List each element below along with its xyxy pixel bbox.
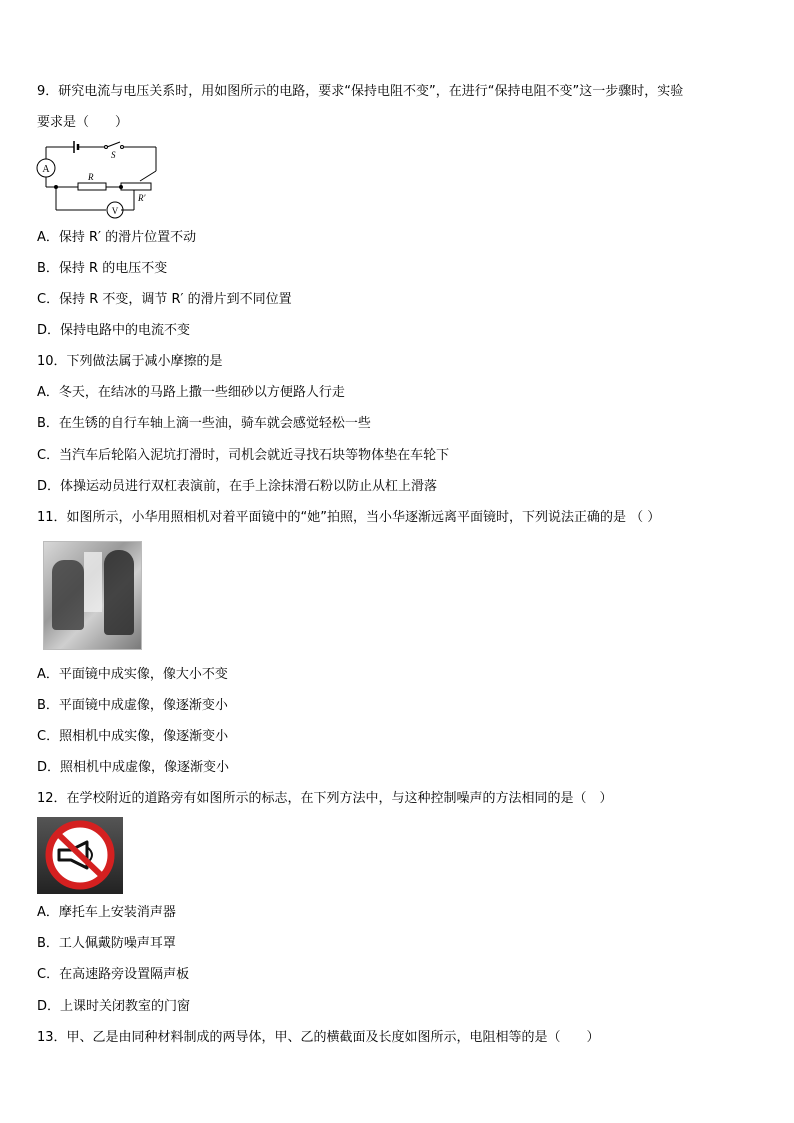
q10-stem: 10．下列做法属于减小摩擦的是: [37, 354, 223, 369]
q12-option-d: D．上课时关闭教室的门窗: [37, 999, 191, 1014]
q9-option-a: A．保持 R′ 的滑片位置不动: [37, 230, 197, 245]
q11-option-a: A．平面镜中成实像，像大小不变: [37, 667, 228, 682]
q9-option-d: D．保持电路中的电流不变: [37, 323, 191, 338]
q11-option-d: D．照相机中成虚像，像逐渐变小: [37, 760, 230, 775]
no-horn-sign: [37, 817, 123, 894]
resistor-label: R: [88, 172, 94, 182]
q9-circuit-diagram: [36, 139, 162, 221]
q10-option-c: C．当汽车后轮陷入泥坑打滑时，司机会就近寻找石块等物体垫在车轮下: [37, 448, 450, 463]
q10-option-a: A．冬天，在结冰的马路上撒一些细砂以方便路人行走: [37, 385, 345, 400]
mirror-photo: [43, 541, 142, 650]
q12-option-a: A．摩托车上安装消声器: [37, 905, 176, 920]
q9-option-b: B．保持 R 的电压不变: [37, 261, 168, 276]
q10-option-d: D．体操运动员进行双杠表演前，在手上涂抹滑石粉以防止从杠上滑落: [37, 479, 438, 494]
q12-option-b: B．工人佩戴防噪声耳罩: [37, 936, 176, 951]
q11-option-c: C．照相机中成实像，像逐渐变小: [37, 729, 229, 744]
q9-option-c: C．保持 R 不变，调节 R′ 的滑片到不同位置: [37, 292, 292, 307]
voltmeter-label: V: [111, 206, 119, 216]
q13-stem: 13．甲、乙是由同种材料制成的两导体，甲、乙的横截面及长度如图所示，电阻相等的是（ ）: [37, 1030, 600, 1045]
q12-stem: 12．在学校附近的道路旁有如图所示的标志，在下列方法中，与这种控制噪声的方法相同的是（ ）: [37, 791, 613, 806]
q12-option-c: C．在高速路旁设置隔声板: [37, 967, 190, 982]
q10-option-b: B．在生锈的自行车轴上滴一些油，骑车就会感觉轻松一些: [37, 416, 371, 431]
ammeter-label: A: [42, 164, 50, 175]
switch-label: S: [111, 150, 116, 160]
q11-stem: 11．如图所示，小华用照相机对着平面镜中的“她”拍照，当小华逐渐远离平面镜时，下列说法正确的是 （ ）: [37, 510, 661, 525]
no-horn-icon: [37, 817, 123, 894]
q9-stem-line2: 要求是（ ）: [37, 115, 129, 130]
q9-stem-line1: 9．研究电流与电压关系时，用如图所示的电路，要求“保持电阻不变”，在进行“保持电阻不变”这一步骤时，实验: [37, 84, 684, 99]
q11-option-b: B．平面镜中成虚像，像逐渐变小: [37, 698, 228, 713]
rheostat-label: R′: [138, 193, 146, 203]
